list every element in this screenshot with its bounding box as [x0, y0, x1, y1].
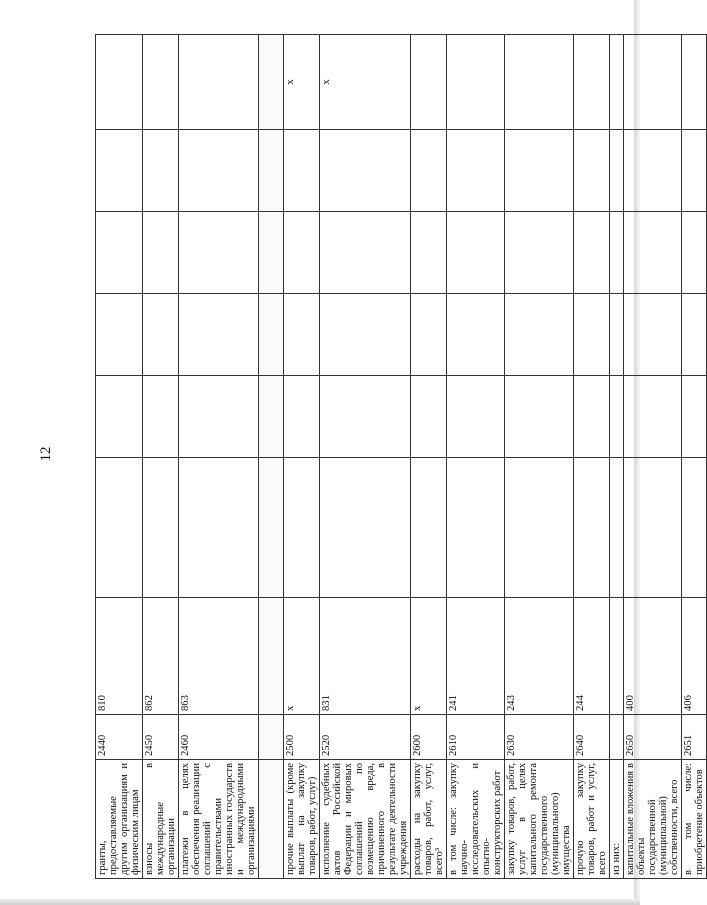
table-row [624, 35, 682, 879]
value-cell [259, 35, 284, 130]
row-name: прочую закупку товаров, работ и услуг, всего [574, 760, 610, 879]
value-cell [259, 130, 284, 212]
row-name: платежи в целях обеспечения реализации соглашений с правительствами иностранных государств и международными организациями [179, 760, 259, 879]
row-code: 2610 [447, 715, 505, 760]
value-cell [574, 458, 610, 598]
row-code: 2640 [574, 715, 610, 760]
value-cell [447, 376, 505, 458]
value-cell [411, 376, 447, 458]
value-cell [574, 130, 610, 212]
value-cell [143, 130, 179, 212]
value-cell [179, 376, 259, 458]
value-cell [411, 35, 447, 130]
value-cell [320, 294, 411, 376]
value-cell: x [320, 35, 411, 130]
value-cell [96, 376, 143, 458]
row-code: 2600 [411, 715, 447, 760]
value-cell [682, 376, 707, 458]
value-cell [143, 35, 179, 130]
value-cell [320, 130, 411, 212]
value-cell [179, 212, 259, 294]
value-cell [179, 130, 259, 212]
value-cell [505, 376, 574, 458]
budget-table [95, 34, 707, 879]
rotated-table [95, 35, 705, 879]
value-cell [610, 458, 624, 598]
row-code: 2630 [505, 715, 574, 760]
row-name: в том числе: приобретение объектов [682, 760, 707, 879]
rotated-table-wrapper [95, 35, 705, 879]
row-name: капитальные вложения в объекты государственной (муниципальной) собственности, всего [624, 760, 682, 879]
value-cell [320, 212, 411, 294]
row-code: 2460 [179, 715, 259, 760]
scan-edge-bottom [0, 899, 640, 905]
value-cell [624, 130, 682, 212]
row-name: расходы на закупку товаров, работ, услуг, всего³ [411, 760, 447, 879]
row-kbk [259, 598, 284, 715]
value-cell [610, 294, 624, 376]
value-cell [682, 130, 707, 212]
value-cell [574, 212, 610, 294]
value-cell [505, 212, 574, 294]
table-row [610, 35, 624, 879]
table-row [411, 35, 447, 879]
row-name: исполнение судебных актов Российской Федерации и мировых соглашений по возмещению вреда, причиненного в результате деятельности учреждения [320, 760, 411, 879]
value-cell [96, 35, 143, 130]
row-name: гранты, предоставляемые другим организациям и физическим лицам [96, 760, 143, 879]
value-cell [411, 212, 447, 294]
value-cell [610, 35, 624, 130]
row-kbk: x [411, 598, 447, 715]
value-cell [505, 294, 574, 376]
value-cell [610, 130, 624, 212]
row-kbk: 241 [447, 598, 505, 715]
table-row [574, 35, 610, 879]
value-cell [411, 294, 447, 376]
value-cell [505, 35, 574, 130]
table-row [682, 35, 707, 879]
value-cell [447, 212, 505, 294]
value-cell [682, 294, 707, 376]
value-cell [574, 294, 610, 376]
row-code [610, 715, 624, 760]
value-cell [284, 376, 320, 458]
value-cell [505, 130, 574, 212]
row-code: 2650 [624, 715, 682, 760]
value-cell [284, 458, 320, 598]
value-cell [411, 458, 447, 598]
value-cell [259, 458, 284, 598]
row-name: закупку товаров, работ, услуг в целях капитального ремонта государственного (муниципального) имущества [505, 760, 574, 879]
table-row [447, 35, 505, 879]
value-cell [96, 294, 143, 376]
value-cell [624, 35, 682, 130]
table-row [179, 35, 259, 879]
row-kbk [610, 598, 624, 715]
value-cell [624, 294, 682, 376]
value-cell [179, 35, 259, 130]
value-cell [624, 376, 682, 458]
row-kbk: x [284, 598, 320, 715]
value-cell [96, 458, 143, 598]
table-row [96, 35, 143, 879]
value-cell [259, 294, 284, 376]
table-row [143, 35, 179, 879]
row-code: 2520 [320, 715, 411, 760]
value-cell [411, 130, 447, 212]
value-cell [143, 458, 179, 598]
value-cell [574, 35, 610, 130]
row-name: прочие выплаты (кроме выплат на закупку товаров, работ, услуг) [284, 760, 320, 879]
value-cell [610, 376, 624, 458]
value-cell [179, 458, 259, 598]
row-kbk: 244 [574, 598, 610, 715]
value-cell [682, 212, 707, 294]
value-cell [682, 35, 707, 130]
value-cell [624, 212, 682, 294]
value-cell [447, 294, 505, 376]
row-kbk: 406 [682, 598, 707, 715]
value-cell [143, 376, 179, 458]
row-name [259, 760, 284, 879]
page-number: 12 [38, 446, 54, 462]
table-row [320, 35, 411, 879]
value-cell [259, 212, 284, 294]
row-kbk: 831 [320, 598, 411, 715]
value-cell [284, 130, 320, 212]
row-name: из них: [610, 760, 624, 879]
value-cell [179, 294, 259, 376]
value-cell [284, 212, 320, 294]
value-cell [284, 294, 320, 376]
value-cell [320, 458, 411, 598]
row-name: в том числе: закупку научно-исследовательских и опытно-конструкторских работ [447, 760, 505, 879]
row-kbk: 862 [143, 598, 179, 715]
row-code [259, 715, 284, 760]
value-cell [143, 294, 179, 376]
row-code: 2450 [143, 715, 179, 760]
value-cell [96, 130, 143, 212]
row-kbk: 863 [179, 598, 259, 715]
value-cell [96, 212, 143, 294]
table-row-blank [259, 35, 284, 879]
value-cell [505, 458, 574, 598]
table-row [505, 35, 574, 879]
value-cell [447, 458, 505, 598]
value-cell [320, 376, 411, 458]
row-kbk: 810 [96, 598, 143, 715]
value-cell [447, 35, 505, 130]
row-code: 2651 [682, 715, 707, 760]
value-cell [624, 458, 682, 598]
row-kbk: 243 [505, 598, 574, 715]
value-cell [610, 212, 624, 294]
row-name: взносы в международные организации [143, 760, 179, 879]
value-cell: x [284, 35, 320, 130]
row-kbk: 400 [624, 598, 682, 715]
table-row [284, 35, 320, 879]
row-code: 2440 [96, 715, 143, 760]
value-cell [447, 130, 505, 212]
value-cell [143, 212, 179, 294]
value-cell [259, 376, 284, 458]
row-code: 2500 [284, 715, 320, 760]
value-cell [574, 376, 610, 458]
value-cell [682, 458, 707, 598]
